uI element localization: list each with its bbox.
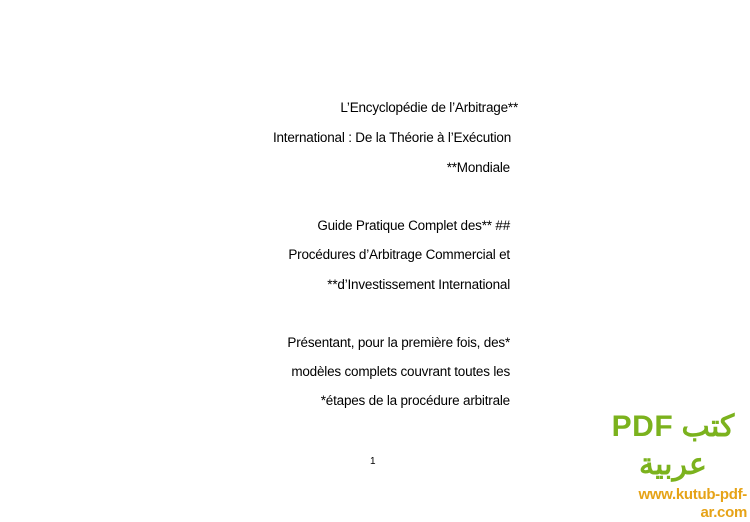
subtitle-line-2: Procédures d’Arbitrage Commercial et [288,247,510,262]
title-line-3: **Mondiale [446,160,510,175]
subtitle-line-1: Guide Pratique Complet des** ## [317,218,510,233]
title-line-2: International : De la Théorie à l’Exécution [272,130,511,145]
watermark-url: www.kutub-pdf-ar.com [638,486,747,521]
title-line-1: L’Encyclopédie de l’Arbitrage** [340,100,518,115]
watermark-logo [599,408,747,521]
subtitle-line-3: **d’Investissement International [327,277,510,292]
watermark-title: كتب PDF عربية [611,410,735,481]
page-number: 1 [370,456,376,467]
description-line-2: modèles complets couvrant toutes les [291,364,510,379]
description-line-3: *étapes de la procédure arbitrale [320,393,510,408]
description-line-1: Présentant, pour la première fois, des* [287,335,510,350]
